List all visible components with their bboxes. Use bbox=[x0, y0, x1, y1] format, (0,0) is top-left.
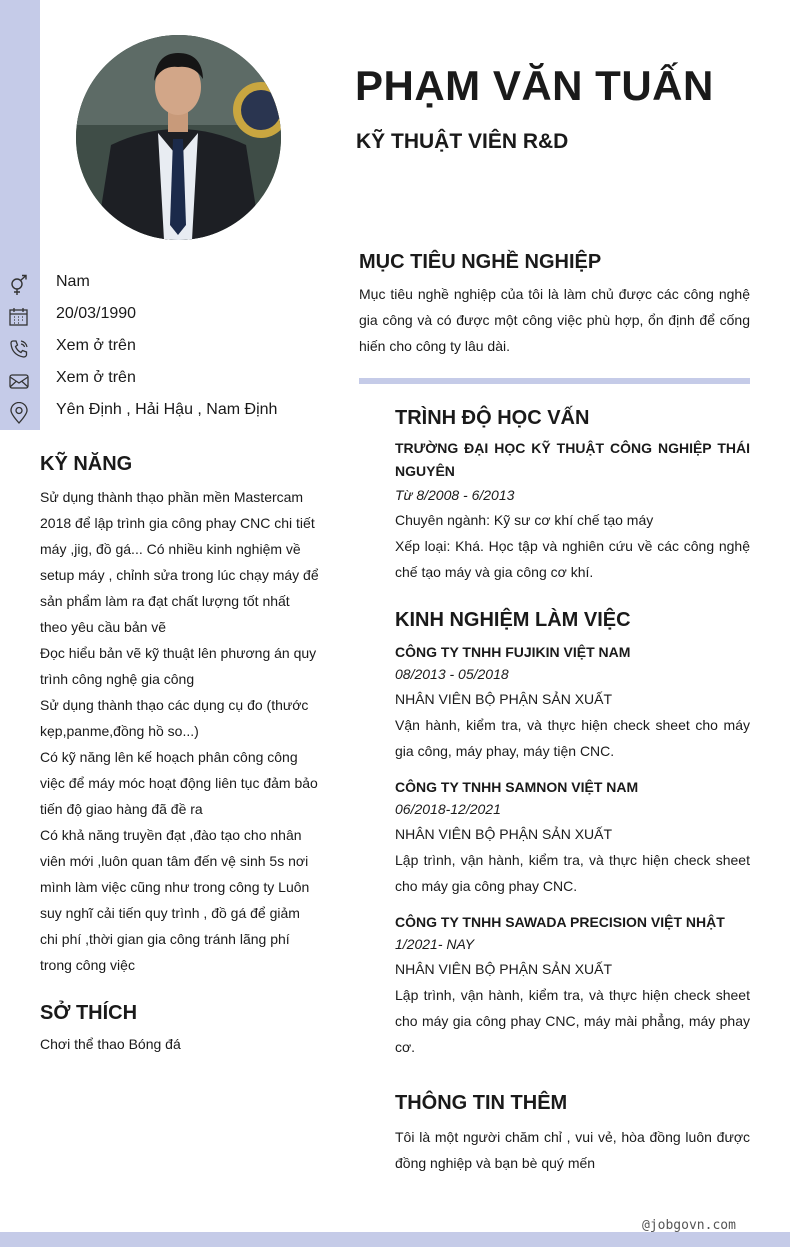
skills-title: KỸ NĂNG bbox=[40, 453, 133, 475]
birthday-value: 20/03/1990 bbox=[56, 305, 137, 322]
job-role: NHÂN VIÊN BỘ PHẬN SẢN XUẤT bbox=[395, 691, 613, 707]
school-name: TRƯỜNG ĐẠI HỌC KỸ THUẬT CÔNG NGHIỆP THÁI NGUYÊN bbox=[395, 440, 750, 479]
watermark: @jobgovn.com bbox=[642, 1218, 736, 1233]
contact-info bbox=[0, 268, 330, 428]
experience-title: KINH NGHIỆM LÀM VIỆC bbox=[395, 609, 631, 631]
address-value: Yên Định , Hải Hậu , Nam Định bbox=[56, 401, 278, 418]
gender-value: Nam bbox=[56, 273, 90, 290]
contact-email bbox=[0, 364, 330, 396]
education-grade: Xếp loại: Khá. Học tập và nghiên cứu về các công nghệ chế tạo máy và gia công cơ khí. bbox=[395, 538, 750, 580]
job-role: NHÂN VIÊN BỘ PHẬN SẢN XUẤT bbox=[395, 826, 613, 842]
section-divider bbox=[359, 378, 750, 384]
education-period: Từ 8/2008 - 6/2013 bbox=[395, 487, 515, 503]
job-company: CÔNG TY TNHH SAMNON VIỆT NAM bbox=[395, 779, 639, 795]
gender-icon bbox=[8, 274, 30, 296]
calendar-icon bbox=[8, 306, 30, 328]
hobby-title: SỞ THÍCH bbox=[40, 1002, 138, 1024]
job-period: 1/2021- NAY bbox=[395, 936, 475, 952]
skill-item: Sử dụng thành thạo các dụng cụ đo (thước kẹp,panme,đồng hồ so...) bbox=[40, 697, 309, 739]
job-entry bbox=[395, 912, 750, 1060]
skill-item: Có khả năng truyền đạt ,đào tạo cho nhân viên mới ,luôn quan tâm đến vệ sinh 5s nơi mình làm việc cũng như trong công ty Luôn suy nghĩ cải tiến quy trình , đồ gá để giảm chi phí ,thời gian gia công tránh lãng phí trong công việc bbox=[40, 827, 310, 973]
candidate-position: KỸ THUẬT VIÊN R&D bbox=[356, 130, 569, 153]
email-icon bbox=[8, 370, 30, 392]
job-entry bbox=[395, 777, 750, 899]
job-period: 08/2013 - 05/2018 bbox=[395, 666, 509, 682]
skills-section bbox=[40, 453, 320, 978]
objective-title: MỤC TIÊU NGHỀ NGHIỆP bbox=[359, 251, 602, 273]
accent-bottom-strip bbox=[0, 1232, 790, 1247]
education-section bbox=[395, 407, 750, 585]
contact-birthday bbox=[0, 300, 330, 332]
job-description: Lập trình, vận hành, kiểm tra, và thực hiện check sheet cho máy gia công phay CNC. bbox=[395, 852, 750, 894]
education-title: TRÌNH ĐỘ HỌC VẤN bbox=[395, 407, 590, 429]
candidate-name: PHẠM VĂN TUẤN bbox=[355, 62, 714, 109]
job-period: 06/2018-12/2021 bbox=[395, 801, 501, 817]
job-role: NHÂN VIÊN BỘ PHẬN SẢN XUẤT bbox=[395, 961, 613, 977]
phone-value: Xem ở trên bbox=[56, 337, 136, 354]
additional-info-title: THÔNG TIN THÊM bbox=[395, 1092, 568, 1114]
contact-gender bbox=[0, 268, 330, 300]
education-major: Chuyên ngành: Kỹ sư cơ khí chế tạo máy bbox=[395, 512, 654, 528]
phone-icon bbox=[8, 338, 30, 360]
additional-info-text: Tôi là một người chăm chỉ , vui vẻ, hòa đồng luôn được đồng nghiệp và bạn bè quý mến bbox=[395, 1129, 750, 1171]
job-description: Vận hành, kiểm tra, và thực hiện check sheet cho máy gia công, máy phay, máy tiện CNC. bbox=[395, 717, 750, 759]
skill-item: Đọc hiểu bản vẽ kỹ thuật lên phương án quy trình công nghệ gia công bbox=[40, 645, 317, 687]
job-company: CÔNG TY TNHH SAWADA PRECISION VIỆT NHẬT bbox=[395, 914, 725, 930]
email-value: Xem ở trên bbox=[56, 369, 136, 386]
job-description: Lập trình, vận hành, kiểm tra, và thực hiện check sheet cho máy gia công phay CNC, máy mài phẳng, máy phay cơ. bbox=[395, 987, 750, 1055]
profile-photo bbox=[76, 35, 281, 240]
job-entry bbox=[395, 642, 750, 764]
contact-phone bbox=[0, 332, 330, 364]
objective-section bbox=[359, 251, 750, 359]
contact-address bbox=[0, 396, 330, 428]
skill-item: Sử dụng thành thạo phần mền Mastercam 2018 để lập trình gia công phay CNC chi tiết máy ,jig, đồ gá... Có nhiều kinh nghiệm về setup máy , chỉnh sửa trong lúc chạy máy để sản phẩm làm ra đạt chất lượng tốt nhất theo yêu cầu bản vẽ bbox=[40, 489, 319, 635]
location-icon bbox=[8, 402, 30, 424]
hobby-text: Chơi thể thao Bóng đá bbox=[40, 1036, 181, 1052]
additional-info-section bbox=[395, 1092, 750, 1176]
person-photo-icon bbox=[76, 35, 281, 240]
hobby-section bbox=[40, 1002, 320, 1055]
objective-text: Mục tiêu nghề nghiệp của tôi là làm chủ được các công nghệ gia công và có được một công việc phù hợp, ổn định để cống hiến cho công ty lâu dài. bbox=[359, 286, 750, 354]
skill-item: Có kỹ năng lên kế hoạch phân công công việc để máy móc hoạt động liên tục đảm bảo tiến độ giao hàng đã đề ra bbox=[40, 749, 318, 817]
experience-section bbox=[395, 609, 750, 1073]
job-company: CÔNG TY TNHH FUJIKIN VIỆT NAM bbox=[395, 644, 631, 660]
